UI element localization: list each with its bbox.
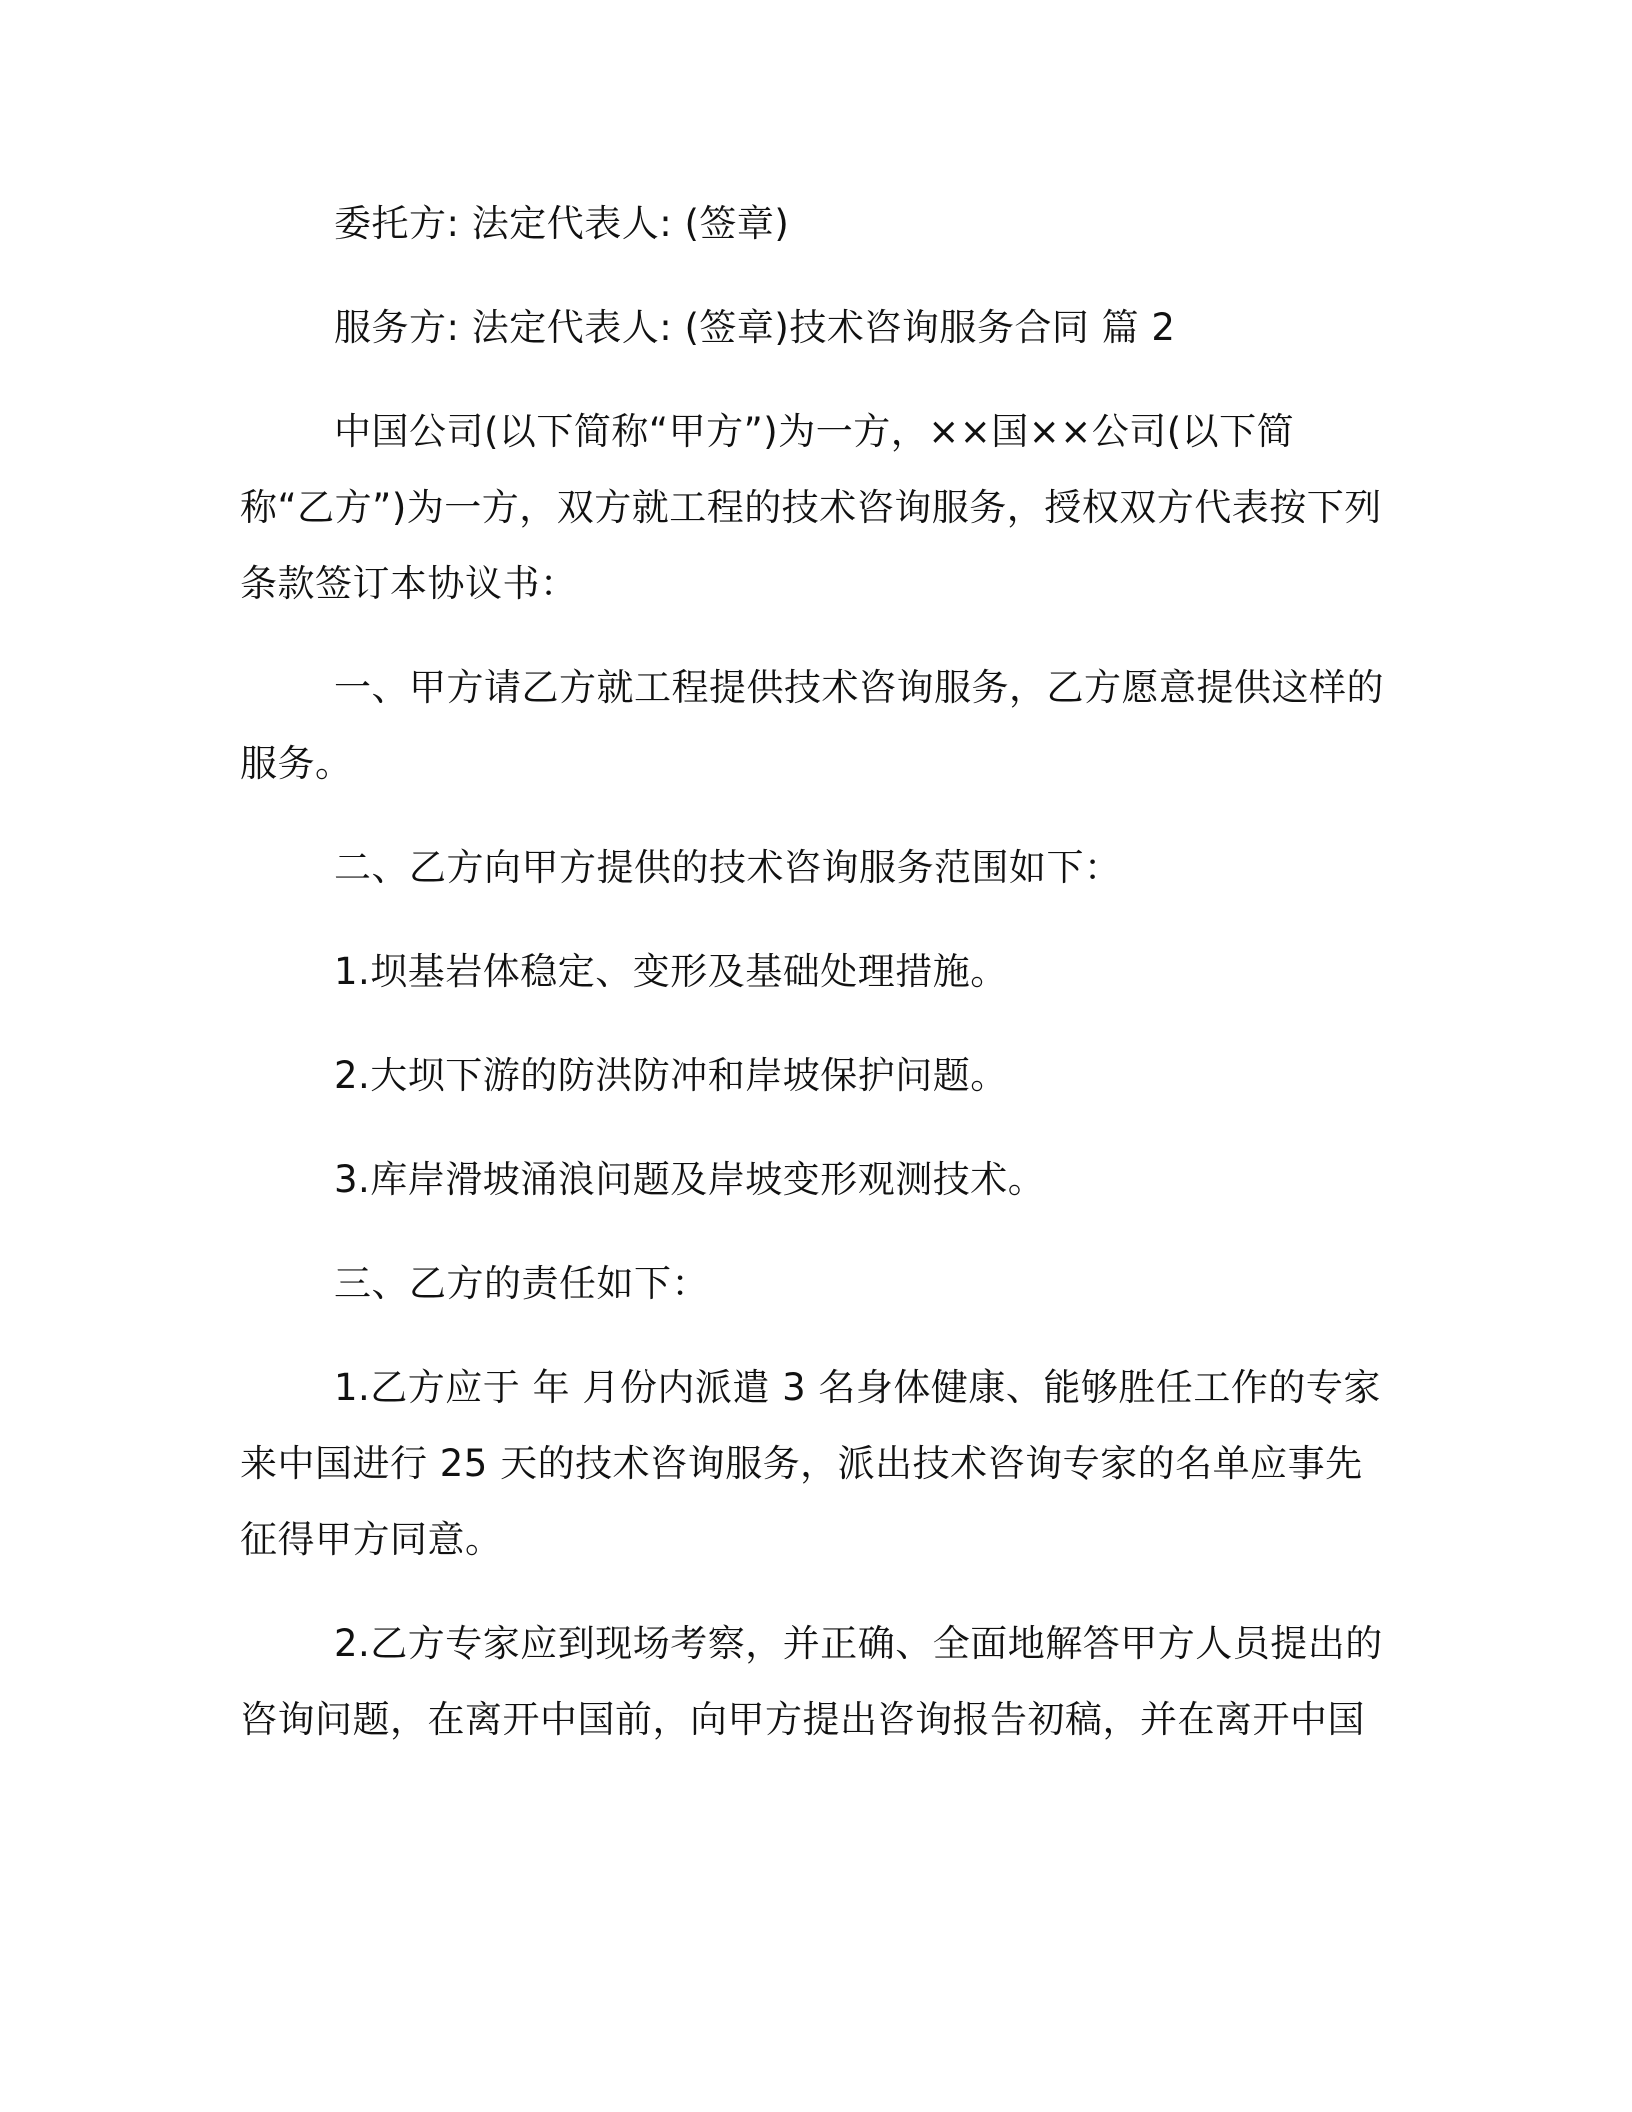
paragraph-section-three: 三、乙方的责任如下： (334, 1262, 709, 1305)
list-item-responsibility-1: 1.乙方应于 年 月份内派遣 3 名身体健康、能够胜任工作的专家来中国进行 25 天的技术咨询服务，派出技术咨询专家的名单应事先征得甲方同意。 (240, 1366, 1381, 1561)
list-item-scope-3: 3.库岸滑坡涌浪问题及岸坡变形观测技术。 (334, 1158, 1046, 1201)
paragraph-section-two: 二、乙方向甲方提供的技术咨询服务范围如下： (334, 846, 1122, 889)
paragraph-section-one: 一、甲方请乙方就工程提供技术咨询服务，乙方愿意提供这样的服务。 (240, 666, 1384, 785)
list-item-scope-1: 1.坝基岩体稳定、变形及基础处理措施。 (334, 950, 1008, 993)
list-item-scope-2: 2.大坝下游的防洪防冲和岸坡保护问题。 (334, 1054, 1008, 1097)
paragraph-service-signature-title: 服务方: 法定代表人: (签章)技术咨询服务合同 篇 2 (334, 306, 1176, 349)
list-item-responsibility-2: 2.乙方专家应到现场考察，并正确、全面地解答甲方人员提出的咨询问题，在离开中国前，向甲方提出咨询报告初稿，并在离开中国 (240, 1622, 1383, 1741)
paragraph-client-signature: 委托方: 法定代表人: (签章) (334, 202, 790, 245)
document-body (240, 186, 1388, 1758)
paragraph-contract-intro: 中国公司(以下简称“甲方”)为一方，××国××公司(以下简称“乙方”)为一方，双方就工程的技术咨询服务，授权双方代表按下列条款签订本协议书： (240, 410, 1382, 605)
